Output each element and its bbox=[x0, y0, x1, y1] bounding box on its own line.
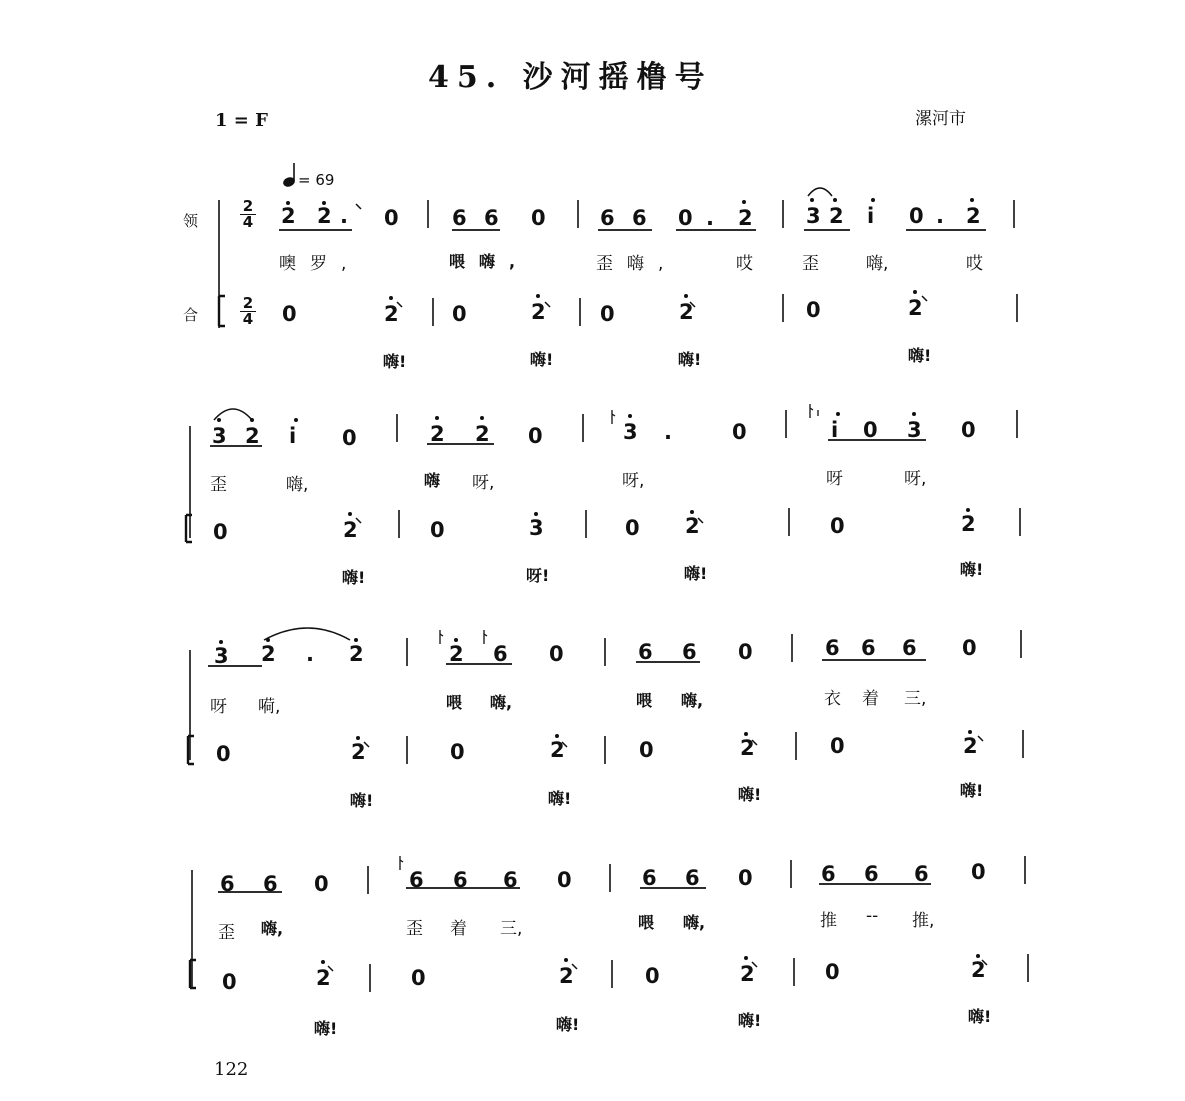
lyric: 嗨, bbox=[490, 693, 513, 712]
note: 2 bbox=[679, 300, 694, 324]
note: 0 bbox=[452, 302, 467, 326]
page-number: 122 bbox=[214, 1059, 249, 1080]
lyric: 嗨, bbox=[681, 691, 704, 710]
note: 2 bbox=[550, 738, 565, 762]
lyric: 着 bbox=[862, 689, 879, 709]
lyric: 歪 bbox=[406, 919, 423, 939]
time-sig-numerator: 2 bbox=[242, 294, 254, 312]
note: 0 bbox=[825, 960, 840, 984]
note: 2 bbox=[384, 302, 399, 326]
note: 0 bbox=[450, 740, 465, 764]
note: 0 bbox=[830, 734, 845, 758]
chorus-time-signature bbox=[240, 296, 256, 327]
note: 0 bbox=[430, 518, 445, 542]
lyric: 嗨! bbox=[684, 564, 708, 583]
key-signature: 1 = F bbox=[215, 110, 268, 131]
note: 0 bbox=[216, 742, 231, 766]
note: 2 bbox=[343, 518, 358, 542]
note: 6 bbox=[503, 868, 518, 892]
note: 2 bbox=[559, 964, 574, 988]
note: i bbox=[867, 204, 875, 228]
note: 6 bbox=[685, 866, 700, 890]
lyric: 嗨, bbox=[866, 254, 889, 274]
lyric: 呀 bbox=[826, 469, 843, 489]
note: 2 bbox=[475, 422, 490, 446]
note: 3 bbox=[623, 420, 638, 444]
note: 0 bbox=[342, 426, 357, 450]
lyric: 喂 bbox=[638, 913, 655, 932]
note: 2 bbox=[531, 300, 546, 324]
note: 2 bbox=[738, 206, 753, 230]
lyric: 嗨! bbox=[342, 568, 366, 587]
lyric: 嗨! bbox=[314, 1019, 338, 1038]
lyric: 推 bbox=[820, 911, 837, 931]
note: 2 bbox=[449, 642, 464, 666]
note: 6 bbox=[452, 206, 467, 230]
lyric: 呀, bbox=[472, 473, 495, 493]
note: 0 bbox=[531, 206, 546, 230]
note: 6 bbox=[821, 862, 836, 886]
note: 2 bbox=[740, 962, 755, 986]
lyric: 嗨 bbox=[424, 471, 441, 490]
note: . bbox=[306, 642, 314, 666]
note: . bbox=[706, 206, 714, 230]
note: 2 bbox=[961, 512, 976, 536]
note: 6 bbox=[484, 206, 499, 230]
note: 3 bbox=[214, 644, 229, 668]
lyric: 嗨! bbox=[678, 350, 702, 369]
lyric: 嗨! bbox=[530, 350, 554, 369]
lyric: 嗨! bbox=[968, 1007, 992, 1026]
note: 0 bbox=[909, 204, 924, 228]
note: 0 bbox=[971, 860, 986, 884]
note: 0 bbox=[863, 418, 878, 442]
note: 6 bbox=[220, 872, 235, 896]
note: 3 bbox=[806, 204, 821, 228]
note: 6 bbox=[493, 642, 508, 666]
note: 6 bbox=[600, 206, 615, 230]
note: 2 bbox=[316, 966, 331, 990]
time-sig-denominator: 4 bbox=[242, 213, 254, 231]
note: 0 bbox=[411, 966, 426, 990]
lyric: 三, bbox=[500, 919, 523, 939]
note: 6 bbox=[864, 862, 879, 886]
note: 0 bbox=[678, 206, 693, 230]
note: 6 bbox=[642, 866, 657, 890]
lyric: 呀 bbox=[210, 697, 227, 717]
note: 6 bbox=[682, 640, 697, 664]
note: 2 bbox=[430, 422, 445, 446]
lyric: 歪 bbox=[218, 923, 235, 943]
time-sig-numerator: 2 bbox=[242, 197, 254, 215]
note: i bbox=[289, 424, 297, 448]
note: 0 bbox=[549, 642, 564, 666]
note: 0 bbox=[962, 636, 977, 660]
tempo-marking: = 69 bbox=[298, 171, 335, 189]
note: 0 bbox=[625, 516, 640, 540]
lyric: 歪嗨, bbox=[596, 254, 678, 274]
note: 3 bbox=[212, 424, 227, 448]
lyric: 歪 bbox=[802, 254, 819, 274]
note: 0 bbox=[213, 520, 228, 544]
note: 3 bbox=[529, 516, 544, 540]
lyric: 嗨, bbox=[286, 475, 309, 495]
lyric: 喂 bbox=[636, 691, 653, 710]
lead-part-label: 领 bbox=[183, 212, 199, 230]
lyric: 嗨! bbox=[556, 1015, 580, 1034]
lyric: 嗬, bbox=[258, 697, 281, 717]
note: 0 bbox=[738, 866, 753, 890]
lyric: 三, bbox=[904, 689, 927, 709]
note: 2 bbox=[971, 958, 986, 982]
note: 0 bbox=[600, 302, 615, 326]
note: . bbox=[340, 204, 348, 228]
note: 0 bbox=[314, 872, 329, 896]
lyric: 嗨! bbox=[960, 560, 984, 579]
note: 2 bbox=[261, 642, 276, 666]
note: 0 bbox=[528, 424, 543, 448]
lyric: 嗨! bbox=[960, 781, 984, 800]
note: 2 bbox=[317, 204, 332, 228]
note: 2 bbox=[685, 514, 700, 538]
lyric: 哎 bbox=[736, 254, 753, 274]
lyric: 嗨, bbox=[683, 913, 706, 932]
lyric: 呀, bbox=[622, 471, 645, 491]
lyric: 着 bbox=[450, 919, 467, 939]
octave-dots bbox=[217, 198, 980, 964]
note: i bbox=[831, 418, 839, 442]
lyric: 嗨! bbox=[908, 346, 932, 365]
lyric: 喂 bbox=[446, 693, 463, 712]
note: 2 bbox=[245, 424, 260, 448]
lyric: 嗨! bbox=[738, 1011, 762, 1030]
note: 2 bbox=[349, 642, 364, 666]
note: 2 bbox=[281, 204, 296, 228]
note: 2 bbox=[740, 736, 755, 760]
note: 0 bbox=[645, 964, 660, 988]
note: 0 bbox=[557, 868, 572, 892]
lyric: 哎 bbox=[966, 254, 983, 274]
note: 0 bbox=[961, 418, 976, 442]
lyric: 呀! bbox=[526, 566, 550, 585]
accent-marks bbox=[328, 204, 987, 971]
note: 0 bbox=[222, 970, 237, 994]
lyric: 嗨! bbox=[738, 785, 762, 804]
note: 6 bbox=[638, 640, 653, 664]
page-title: 45. 沙河摇橹号 bbox=[428, 60, 713, 95]
note: 0 bbox=[830, 514, 845, 538]
region-label: 漯河市 bbox=[915, 109, 966, 129]
lyric: 歪 bbox=[210, 475, 227, 495]
lyric: -- bbox=[866, 906, 879, 926]
lyric: 呀, bbox=[904, 469, 927, 489]
note: 2 bbox=[351, 740, 366, 764]
note: 6 bbox=[409, 868, 424, 892]
note: . bbox=[664, 420, 672, 444]
lead-time-signature bbox=[240, 199, 256, 230]
chorus-part-label: 合 bbox=[183, 306, 199, 324]
note: 6 bbox=[825, 636, 840, 660]
time-sig-denominator: 4 bbox=[242, 310, 254, 328]
note: 0 bbox=[738, 640, 753, 664]
lyric: 衣 bbox=[824, 689, 841, 709]
lyric: 嗨! bbox=[350, 791, 374, 810]
note: 0 bbox=[639, 738, 654, 762]
note: 0 bbox=[732, 420, 747, 444]
note: 6 bbox=[861, 636, 876, 660]
rhythm-underlines bbox=[208, 230, 986, 892]
note: 6 bbox=[902, 636, 917, 660]
lyric: 推, bbox=[912, 911, 935, 931]
note: 6 bbox=[453, 868, 468, 892]
note: . bbox=[936, 204, 944, 228]
note: 0 bbox=[806, 298, 821, 322]
lyric: 喂嗨, bbox=[449, 252, 530, 271]
lyric: 嗨! bbox=[548, 789, 572, 808]
note: 3 bbox=[907, 418, 922, 442]
note: 6 bbox=[263, 872, 278, 896]
note: 2 bbox=[829, 204, 844, 228]
lyric: 嗨, bbox=[261, 919, 284, 938]
note: 2 bbox=[966, 204, 981, 228]
note: 2 bbox=[963, 734, 978, 758]
note: 2 bbox=[908, 296, 923, 320]
note: 0 bbox=[384, 206, 399, 230]
lyric: 嗨! bbox=[383, 352, 407, 371]
note: 6 bbox=[632, 206, 647, 230]
lyric: 噢罗, bbox=[279, 254, 361, 274]
note: 6 bbox=[914, 862, 929, 886]
note: 0 bbox=[282, 302, 297, 326]
